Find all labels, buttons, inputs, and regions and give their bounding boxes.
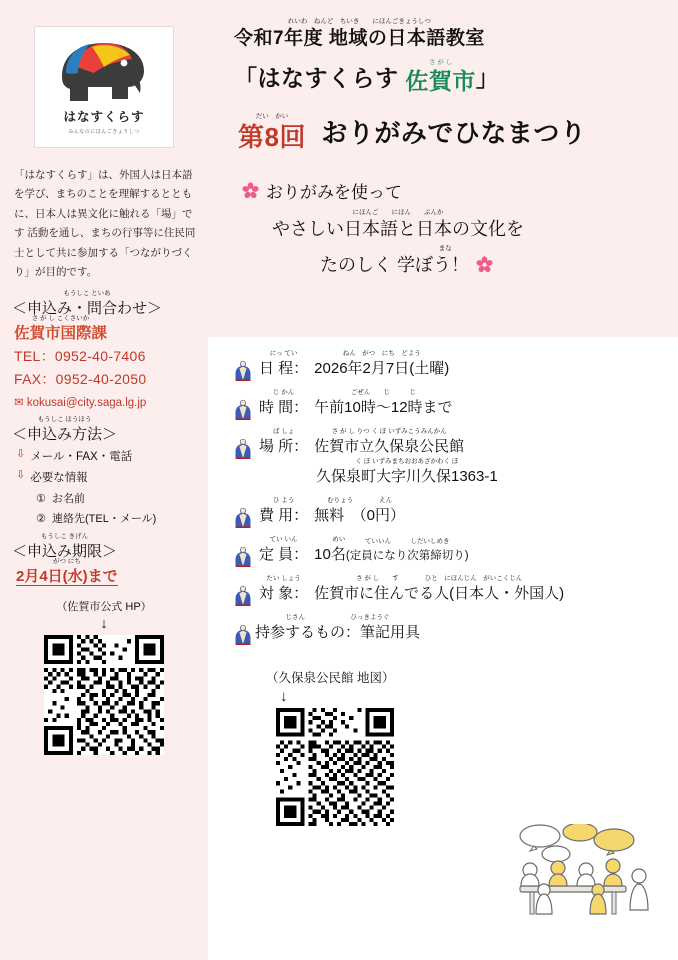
detail-label xyxy=(259,536,309,563)
detail-value-note: (定員になり次第締切り) xyxy=(345,549,469,562)
detail-label-ruby: たい しょう xyxy=(266,575,301,582)
event-details-block xyxy=(208,337,678,960)
apply-method-list xyxy=(16,448,198,526)
detail-value xyxy=(314,389,453,416)
deadline-heading-ruby: もうしこ きげん xyxy=(40,532,89,540)
detail-value-text: 午前10時～12時まで xyxy=(314,399,453,416)
detail-label xyxy=(259,575,309,602)
intro-paragraph: 「はなすくらす」は、外国人は日本語を学び、まちのことを理解するとともに、日本人は異文化に触れる「場」です 活動を通し、まちの行事等に住民同士として共に参加する「つながりづくり」が目的です。 xyxy=(14,169,196,279)
detail-label-ruby: てい いん xyxy=(269,536,298,543)
detail-value xyxy=(314,428,465,455)
detail-row-audience xyxy=(234,575,660,607)
apply-contact-heading-ruby: もうしこ といあ xyxy=(63,289,111,297)
lead-line-3-text: たのしく 学ぼう！ xyxy=(320,255,470,275)
detail-label-ruby: にっ てい xyxy=(269,350,298,357)
detail-label xyxy=(259,497,309,524)
detail-row-capacity xyxy=(234,536,660,568)
deadline-heading xyxy=(12,532,198,560)
detail-value-text: 佐賀市立久保泉公民館 xyxy=(314,438,465,455)
email-address[interactable] xyxy=(14,395,198,409)
arrow-down-icon: ↓ xyxy=(100,614,108,632)
arrow-down-icon: ↓ xyxy=(280,688,288,705)
official-hp-label: （佐賀市公式 HP） xyxy=(56,600,152,613)
apply-method-heading-ruby: もうしこ ほうほう xyxy=(37,415,92,423)
detail-label-ruby: じ かん xyxy=(272,389,295,396)
lead-line-3-ruby: まな xyxy=(438,245,452,252)
page-title-program xyxy=(234,60,660,93)
hina-doll-icon xyxy=(234,399,252,421)
main-content xyxy=(208,0,678,960)
detail-label-text: 持参するもの：筆記用具 xyxy=(255,624,421,641)
lead-line-1 xyxy=(242,178,660,203)
detail-label-text: 日 程： xyxy=(259,360,309,377)
department-name-ruby: さ が し こくさいか xyxy=(31,315,90,323)
hina-doll-icon xyxy=(234,360,252,382)
detail-value-text: 10名 xyxy=(314,546,346,563)
detail-value-address-ruby: く ぼ いずみまちおおあざかわく ぼ xyxy=(355,458,459,465)
detail-value-ruby: さ が し りつ く ぼ いずみこうみんかん xyxy=(331,428,447,435)
detail-value-ruby: さ が し す ひと にほんじん がいこくじん xyxy=(356,575,523,582)
detail-value xyxy=(314,536,469,563)
sub-item-number: ② xyxy=(36,512,46,525)
detail-value-text: 無料 （0円） xyxy=(314,507,406,524)
lead-line-2-text: やさしい日本語と日本の文化を xyxy=(272,219,524,239)
cherry-blossom-icon xyxy=(242,182,259,199)
apply-contact-heading-text: ＜申込み・問合わせ＞ xyxy=(12,299,163,317)
apply-contact-heading xyxy=(12,289,198,317)
deadline-date xyxy=(16,557,198,586)
detail-label xyxy=(255,614,421,641)
detail-value-ruby: ごぜん じ じ xyxy=(350,389,416,396)
email-text: kokusai@city.saga.lg.jp xyxy=(26,396,147,409)
city-name: 佐賀市 xyxy=(405,68,476,94)
detail-label-ruby: ひ よう xyxy=(272,497,295,504)
hina-doll-icon xyxy=(234,507,252,529)
detail-value xyxy=(314,497,406,524)
deadline-date-text: 2月4日(水)まで xyxy=(16,567,118,585)
detail-value-address xyxy=(316,458,660,485)
event-number: 第8回 xyxy=(238,122,306,152)
apply-method-heading-text: ＜申込み方法＞ xyxy=(12,425,118,443)
detail-row-bring xyxy=(234,614,660,646)
fax-number: FAX：0952-40-2050 xyxy=(14,370,147,387)
detail-label xyxy=(259,428,309,455)
detail-label xyxy=(259,389,309,416)
pin-icon: ⇩ xyxy=(16,468,26,481)
detail-label-text: 費 用： xyxy=(259,507,309,524)
detail-row-time xyxy=(234,389,660,421)
detail-label-ruby: ば しょ xyxy=(272,428,295,435)
lead-line-3 xyxy=(320,245,660,275)
hina-doll-icon xyxy=(234,624,252,646)
apply-method-heading xyxy=(12,415,198,443)
detail-value-text: 2026年2月7日(土曜) xyxy=(314,360,450,377)
detail-value xyxy=(314,575,565,602)
detail-label-text: 対 象： xyxy=(259,585,309,602)
map-caption: （久保泉公民館 地図） xyxy=(266,671,395,685)
page-title-year-text: 令和7年度 地域の日本語教室 xyxy=(234,28,485,49)
detail-row-fee xyxy=(234,497,660,529)
detail-value-note-ruby: ていいん しだいしめき xyxy=(364,537,450,545)
detail-label-text: 定 員： xyxy=(259,546,309,563)
list-item xyxy=(16,448,198,464)
event-title xyxy=(238,113,660,150)
detail-value-address-text: 久保泉町大字川久保1363-1 xyxy=(316,468,498,485)
elephant-logo-icon xyxy=(48,37,160,105)
detail-value-text: 佐賀市に住んでる人(日本人・外国人) xyxy=(314,585,565,602)
detail-value-ruby: むりょう えん xyxy=(327,497,393,504)
lead-line-2 xyxy=(272,209,660,239)
people-at-table-illustration xyxy=(494,824,664,920)
phone-number: TEL：0952-40-7406 xyxy=(14,347,146,364)
qr-code-saga-city-official-hp[interactable] xyxy=(44,635,164,755)
required-info-list xyxy=(36,490,198,526)
deadline-heading-text: ＜申込み期限＞ xyxy=(12,542,118,560)
department-name xyxy=(14,315,198,343)
detail-label-ruby: じさん ひっきようぐ xyxy=(285,614,390,621)
detail-value-ruby: ねん がつ にち どよう xyxy=(342,350,421,357)
organization-logo xyxy=(34,26,174,148)
department-name-text: 佐賀市国際課 xyxy=(14,325,108,343)
logo-name: はなすくらす xyxy=(63,110,145,124)
detail-value xyxy=(314,350,450,377)
program-name-prefix: 「はなすくらす xyxy=(234,65,406,91)
list-item xyxy=(36,490,198,506)
hina-doll-icon xyxy=(234,438,252,460)
list-item xyxy=(16,469,198,485)
cherry-blossom-icon xyxy=(476,256,493,273)
detail-row-date xyxy=(234,350,660,382)
method-item-label: 必要な情報 xyxy=(30,471,88,484)
method-item-label: メール・FAX・電話 xyxy=(30,450,133,463)
detail-value-ruby: めい xyxy=(332,536,346,543)
event-number-ruby: だい かい xyxy=(255,113,289,120)
lead-line-1-text: おりがみを使って xyxy=(266,183,402,202)
deadline-date-ruby: がつ にち xyxy=(52,557,81,565)
event-name: おりがみでひなまつり xyxy=(321,118,587,148)
hina-doll-icon xyxy=(234,585,252,607)
sub-item-label: お名前 xyxy=(52,492,85,505)
sub-item-label: 連絡先(TEL・メール) xyxy=(52,512,157,525)
detail-row-place xyxy=(234,428,660,460)
header-block xyxy=(208,0,678,337)
sub-item-number: ① xyxy=(36,492,46,505)
pin-icon: ⇩ xyxy=(16,447,26,460)
hina-doll-icon xyxy=(234,546,252,568)
list-item xyxy=(36,510,198,526)
program-name-suffix: 」 xyxy=(475,65,500,91)
page-title-year-ruby: れいわ ねんど ちいき にほんごきょうしつ xyxy=(287,18,431,25)
detail-label-text: 時 間： xyxy=(259,399,309,416)
detail-label-text: 場 所： xyxy=(259,438,309,455)
logo-subtitle: みんなのにほんごきょうしつ xyxy=(68,129,140,135)
detail-label xyxy=(259,350,309,377)
lead-line-2-ruby: にほんご にほん ぶんか xyxy=(352,209,444,216)
qr-code-kubo-izumi-community-center-map[interactable] xyxy=(276,708,394,826)
city-name-ruby: さ が し xyxy=(429,59,453,66)
page-title-year xyxy=(234,18,660,49)
left-sidebar xyxy=(0,0,208,960)
mail-icon: ✉ xyxy=(14,396,24,409)
